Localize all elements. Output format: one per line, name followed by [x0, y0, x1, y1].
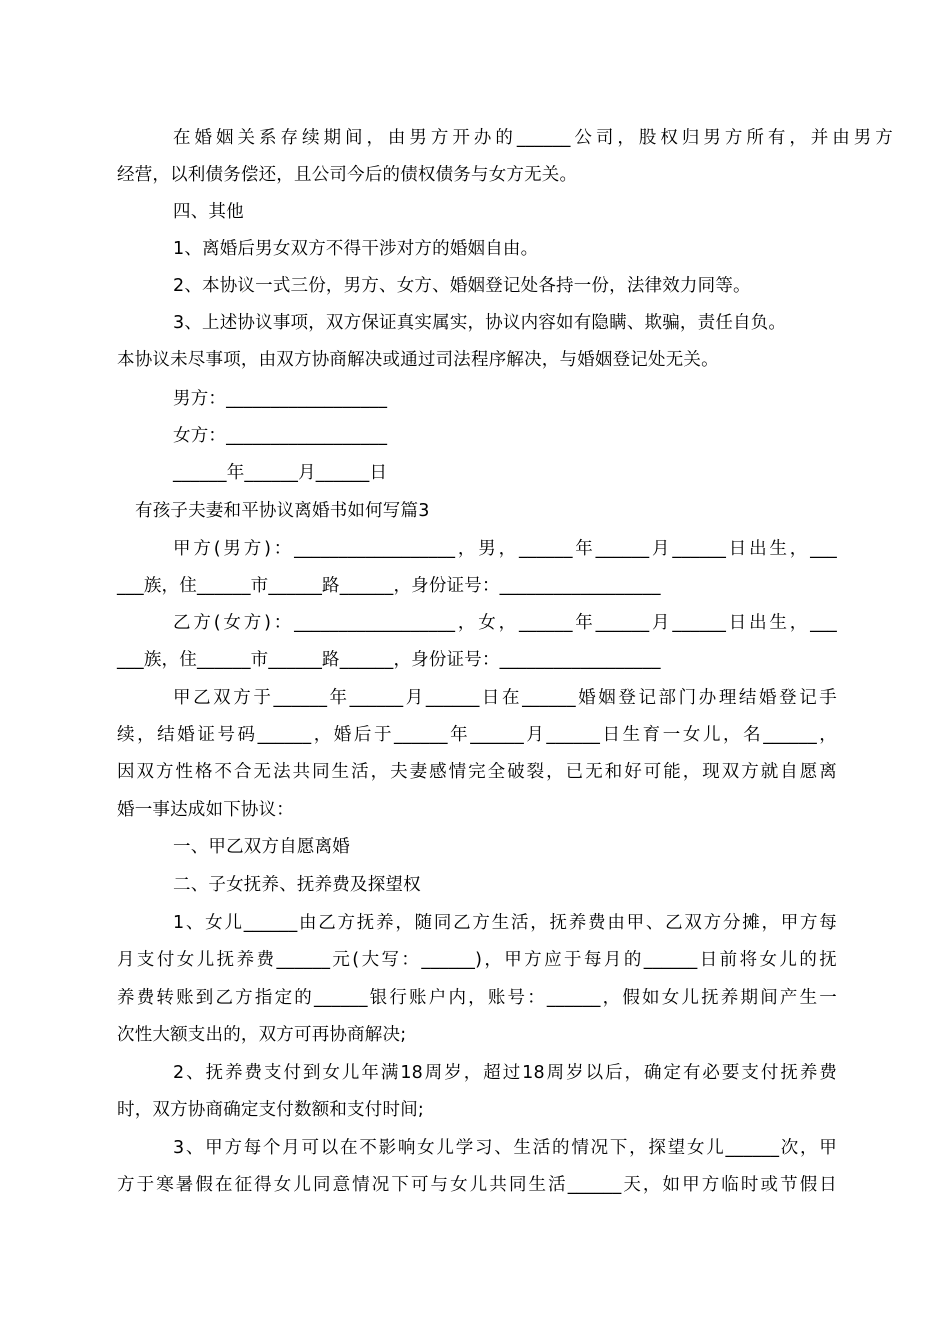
document-title: 有孩子夫妻和平协议离婚书如何写篇3 — [135, 501, 430, 521]
paragraph-line: 3、上述协议事项，双方保证真实属实，协议内容如有隐瞒、欺骗，责任自负。 — [173, 313, 787, 333]
paragraph-line: 本协议未尽事项，由双方协商解决或通过司法程序解决，与婚姻登记处无关。 — [117, 350, 719, 370]
paragraph-line: 3、甲方每个月可以在不影响女儿学习、生活的情况下，探望女儿______次，甲 — [173, 1138, 837, 1158]
paragraph-line: 婚一事达成如下协议： — [117, 800, 294, 820]
paragraph-line: 时，双方协商确定支付数额和支付时间; — [117, 1100, 424, 1120]
party-b-line: 乙方(女方)：__________________，女，______年______月______日出生，___ — [173, 613, 837, 633]
section-heading: 一、甲乙双方自愿离婚 — [173, 837, 350, 857]
paragraph-line: 1、女儿______由乙方抚养，随同乙方生活，抚养费由甲、乙双方分摊，甲方每 — [173, 913, 837, 933]
paragraph-line: 2、抚养费支付到女儿年满18周岁，超过18周岁以后，确定有必要支付抚养费 — [173, 1063, 837, 1083]
paragraph-line: 1、离婚后男女双方不得干涉对方的婚姻自由。 — [173, 239, 539, 259]
paragraph-line: 续，结婚证号码______，婚后于______年______月______日生育一女儿，名______， — [117, 725, 837, 745]
paragraph-line: 次性大额支出的，双方可再协商解决; — [117, 1025, 407, 1045]
paragraph-line: 养费转账到乙方指定的______银行账户内，账号：______，假如女儿抚养期间产生一 — [117, 988, 837, 1008]
party-b-line: ___族，住______市______路______，身份证号：__________________ — [117, 650, 661, 670]
paragraph-line: 月支付女儿抚养费______元(大写：______)，甲方应于每月的______日前将女儿的抚 — [117, 950, 837, 970]
date-line: ______年______月______日 — [173, 463, 388, 483]
paragraph-line: 经营，以利债务偿还，且公司今后的债权债务与女方无关。 — [117, 165, 578, 185]
section-heading: 四、其他 — [173, 202, 244, 222]
paragraph-line: 因双方性格不合无法共同生活，夫妻感情完全破裂，已无和好可能，现双方就自愿离 — [117, 762, 837, 782]
signature-male: 男方：__________________ — [173, 389, 388, 409]
party-a-line: 甲方(男方)：__________________，男，______年______月______日出生，___ — [173, 539, 837, 559]
paragraph-line: 甲乙双方于______年______月______日在______婚姻登记部门办理结婚登记手 — [173, 688, 837, 708]
party-a-line: ___族，住______市______路______，身份证号：__________________ — [117, 576, 661, 596]
paragraph-line: 2、本协议一式三份，男方、女方、婚姻登记处各持一份，法律效力同等。 — [173, 276, 751, 296]
signature-female: 女方：__________________ — [173, 426, 388, 446]
paragraph-line: 在婚姻关系存续期间，由男方开办的______公司，股权归男方所有，并由男方 — [173, 128, 893, 148]
section-heading: 二、子女抚养、抚养费及探望权 — [173, 875, 421, 895]
paragraph-line: 方于寒暑假在征得女儿同意情况下可与女儿共同生活______天，如甲方临时或节假日 — [117, 1175, 837, 1195]
